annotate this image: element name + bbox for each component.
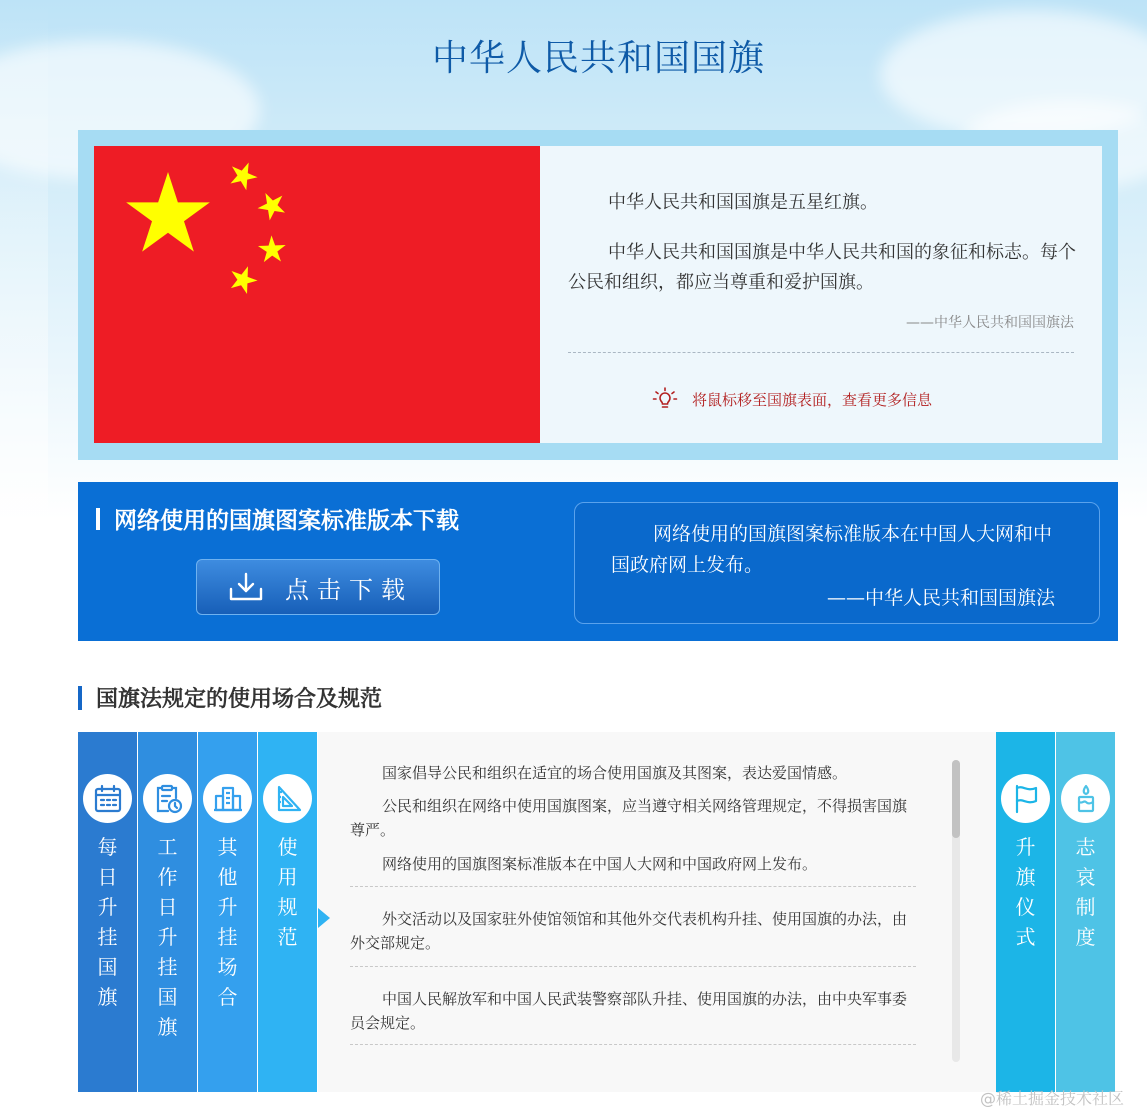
- list-item: 中国人民解放军和中国人民武装警察部队升挂、使用国旗的办法，由中央军事委员会规定。: [350, 990, 908, 1032]
- page-title: 中华人民共和国国旗: [431, 38, 765, 79]
- tab-label: 升 旗 仪 式: [1015, 835, 1036, 949]
- watermark: @稀土掘金技术社区: [980, 1089, 1125, 1108]
- usage-heading-text: 国旗法规定的使用场合及规范: [96, 686, 383, 712]
- download-title: [96, 502, 459, 535]
- download-note-citation: ——中华人民共和国国旗法: [826, 587, 1055, 609]
- hover-hint: [652, 386, 932, 412]
- download-note: [574, 502, 1100, 624]
- usage-heading: [78, 682, 382, 713]
- download-note-text: 网络使用的国旗图案标准版本在中国人大网和中国政府网上发布。: [611, 523, 1053, 576]
- candle-icon: [1070, 783, 1102, 815]
- list-item: 公民和组织在网络中使用国旗图案，应当遵守相关网络管理规定，不得损害国旗尊严。: [350, 797, 908, 839]
- tab-usage-rules[interactable]: [258, 732, 317, 1092]
- list-item: 国家倡导公民和组织在适宜的场合使用国旗及其图案，表达爱国情感。: [382, 764, 848, 782]
- divider: [350, 1044, 916, 1045]
- tab-label: 每 日 升 挂 国 旗: [97, 835, 118, 1009]
- divider: [350, 886, 916, 887]
- download-button-label: 点击下载: [285, 575, 413, 604]
- list-item: 网络使用的国旗图案标准版本在中国人大网和中国政府网上发布。: [382, 855, 818, 873]
- download-title-text: 网络使用的国旗图案标准版本下载: [114, 507, 459, 534]
- hover-hint-text: 将鼠标移至国旗表面，查看更多信息: [692, 390, 933, 409]
- ruler-icon: [272, 783, 304, 815]
- flag-info: [540, 146, 1102, 443]
- divider: [568, 352, 1074, 353]
- usage-content: [318, 732, 996, 1092]
- tab-flag-raising-ceremony[interactable]: [996, 732, 1055, 1092]
- list-item: 外交活动以及国家驻外使馆领馆和其他外交代表机构升挂、使用国旗的办法，由外交部规定。: [350, 910, 908, 952]
- tab-label: 工 作 日 升 挂 国 旗: [157, 835, 178, 1039]
- schedule-icon: [152, 783, 184, 815]
- lightbulb-icon: [652, 386, 678, 412]
- tab-mourning-system[interactable]: [1056, 732, 1115, 1092]
- scrollbar-thumb[interactable]: [952, 760, 960, 838]
- tab-label: 使 用 规 范: [277, 835, 298, 949]
- flag-description-1: 中华人民共和国国旗是五星红旗。: [608, 192, 878, 213]
- flag-citation: ——中华人民共和国国旗法: [906, 315, 1074, 331]
- active-tab-pointer: [318, 908, 330, 928]
- title-bar: [96, 508, 100, 530]
- divider: [350, 966, 916, 967]
- tab-label: 其 他 升 挂 场 合: [217, 835, 238, 1009]
- buildings-icon: [212, 783, 244, 815]
- national-flag[interactable]: [94, 146, 540, 443]
- flag-stars-icon: [94, 146, 540, 443]
- flag-icon: [1010, 783, 1042, 815]
- tab-daily-raising[interactable]: [78, 732, 137, 1092]
- flag-description-2: 中华人民共和国国旗是中华人民共和国的象征和标志。每个公民和组织，都应当尊重和爱护国旗。: [568, 242, 1076, 293]
- heading-bar: [78, 686, 82, 710]
- download-panel: [78, 482, 1118, 641]
- download-button[interactable]: [196, 559, 440, 615]
- tab-other-occasions[interactable]: [198, 732, 257, 1092]
- calendar-icon: [92, 783, 124, 815]
- flag-panel: [78, 130, 1118, 460]
- tab-workday-raising[interactable]: [138, 732, 197, 1092]
- tab-label: 志 哀 制 度: [1075, 835, 1096, 949]
- download-icon: [229, 572, 263, 602]
